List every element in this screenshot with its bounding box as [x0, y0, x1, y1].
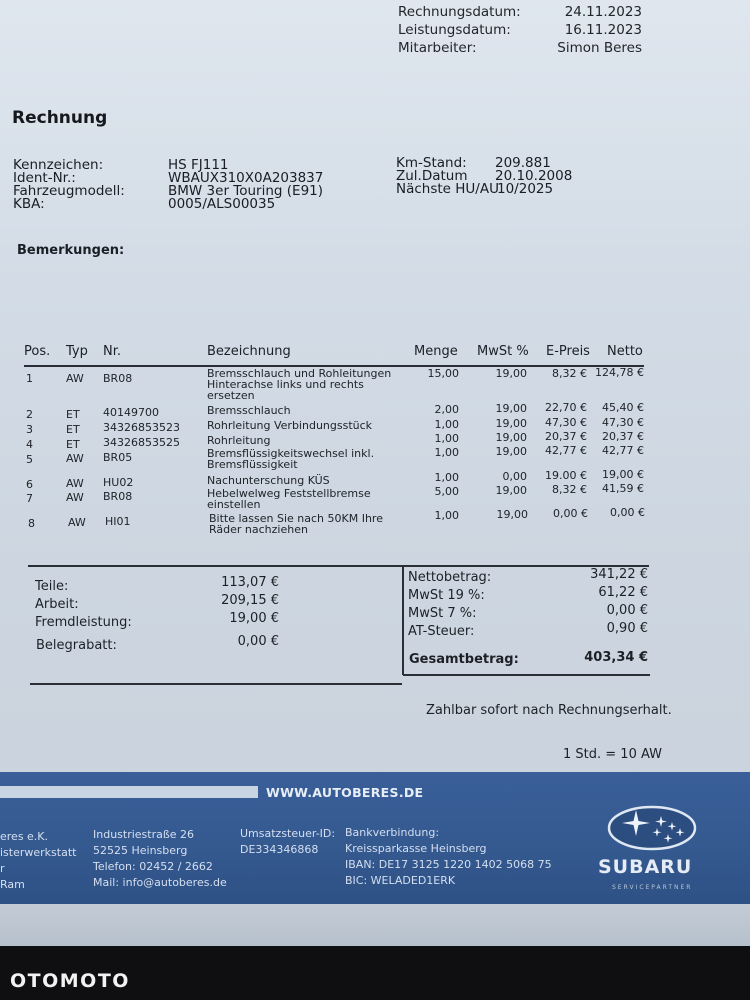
- col-typ: Typ: [66, 344, 88, 359]
- row-pos: 5: [26, 453, 33, 466]
- row-nr: 34326853523: [103, 421, 180, 434]
- row-mwst: 19,00: [495, 431, 527, 444]
- total-label: Gesamtbetrag:: [409, 652, 519, 667]
- row-typ: ET: [66, 408, 80, 421]
- next-inspection-value: 10/2025: [497, 181, 554, 197]
- brand-name: SUBARU: [598, 856, 693, 878]
- plate-label: Kennzeichen:: [13, 157, 104, 173]
- row-typ: AW: [68, 516, 86, 529]
- summary-top-line: [28, 565, 649, 567]
- vat7-value: 0,00 €: [606, 603, 648, 618]
- row-epreis: 0,00 €: [553, 507, 588, 520]
- row-pos: 2: [26, 408, 33, 421]
- row-desc: Rohrleitung: [207, 434, 271, 447]
- row-nr: 40149700: [103, 406, 159, 419]
- at-tax-value: 0,90 €: [606, 621, 648, 636]
- service-date-value: 16.11.2023: [564, 22, 642, 38]
- employee-value: Simon Beres: [557, 40, 642, 56]
- row-desc: Bremsflüssigkeit: [207, 458, 298, 471]
- row-nr: HU02: [103, 476, 134, 489]
- row-pos: 3: [26, 423, 33, 436]
- parts-value: 113,07 €: [221, 575, 279, 590]
- labor-value: 209,15 €: [221, 593, 279, 608]
- row-netto: 47,30 €: [602, 416, 644, 429]
- remarks-label: Bemerkungen:: [17, 243, 125, 258]
- watermark-logo: OTOMOTO: [10, 970, 130, 992]
- discount-label: Belegrabatt:: [36, 638, 117, 653]
- discount-value: 0,00 €: [237, 634, 279, 649]
- summary-divider: [402, 565, 404, 675]
- row-menge: 1,00: [434, 471, 459, 484]
- row-nr: 34326853525: [103, 436, 180, 449]
- col-epreis: E-Preis: [546, 344, 590, 359]
- brand-subtitle: SERVICEPARTNER: [612, 884, 693, 891]
- row-netto: 45,40 €: [602, 401, 644, 414]
- payment-terms: Zahlbar sofort nach Rechnungserhalt.: [426, 703, 672, 718]
- registration-date-label: Zul.Datum: [396, 168, 468, 184]
- city: 52525 Heinsberg: [93, 844, 188, 857]
- row-netto: 124,78 €: [595, 366, 644, 379]
- vat-id-label: Umsatzsteuer-ID:: [240, 827, 336, 840]
- company-line3: r: [0, 862, 5, 875]
- row-desc: Bremsschlauch: [207, 404, 291, 417]
- bic: BIC: WELADED1ERK: [345, 874, 456, 887]
- row-typ: AW: [66, 491, 84, 504]
- col-mwst: MwSt %: [477, 344, 529, 359]
- vat19-label: MwSt 19 %:: [408, 588, 485, 603]
- kba-label: KBA:: [13, 196, 45, 212]
- row-desc: Hinterachse links und rechts: [207, 378, 364, 391]
- col-bezeichnung: Bezeichnung: [207, 344, 291, 359]
- row-mwst: 19,00: [495, 367, 527, 380]
- vin-label: Ident-Nr.:: [13, 170, 76, 186]
- row-desc: Hebelwelweg Feststellbremse: [207, 487, 371, 500]
- row-menge: 5,00: [434, 485, 459, 498]
- model-value: BMW 3er Touring (E91): [168, 183, 324, 199]
- row-desc: Rohrleitung Verbindungsstück: [207, 419, 373, 432]
- row-menge: 2,00: [434, 403, 459, 416]
- invoice-date-label: Rechnungsdatum:: [398, 4, 521, 20]
- row-mwst: 19,00: [495, 484, 527, 497]
- row-typ: AW: [66, 477, 84, 490]
- row-desc: ersetzen: [207, 389, 255, 402]
- row-epreis: 47,30 €: [545, 416, 587, 429]
- row-nr: BR08: [103, 490, 133, 503]
- vin-value: WBAUX310X0A203837: [168, 170, 324, 186]
- paper-bottom-edge: [0, 904, 750, 946]
- row-mwst: 19,00: [495, 417, 527, 430]
- registration-date-value: 20.10.2008: [495, 168, 573, 184]
- model-label: Fahrzeugmodell:: [13, 183, 125, 199]
- labor-unit-note: 1 Std. = 10 AW: [563, 747, 663, 762]
- external-services-label: Fremdleistung:: [35, 615, 132, 630]
- row-netto: 19,00 €: [602, 468, 644, 481]
- labor-label: Arbeit:: [35, 597, 79, 612]
- row-epreis: 42,77 €: [545, 444, 587, 457]
- vat-id-value: DE334346868: [240, 843, 319, 856]
- kba-value: 0005/ALS00035: [168, 196, 276, 212]
- row-typ: AW: [66, 452, 84, 465]
- service-date-label: Leistungsdatum:: [398, 22, 511, 38]
- row-pos: 6: [26, 478, 33, 491]
- row-epreis: 8,32 €: [552, 367, 587, 380]
- company-owner: Ram: [0, 878, 25, 891]
- row-pos: 1: [26, 372, 33, 385]
- row-mwst: 0,00: [502, 470, 527, 483]
- row-menge: 1,00: [434, 509, 459, 522]
- net-amount-value: 341,22 €: [590, 567, 648, 582]
- row-nr: BR08: [103, 372, 133, 385]
- vat19-value: 61,22 €: [598, 585, 648, 600]
- row-desc: Bremsschlauch und Rohleitungen: [207, 367, 392, 380]
- iban: IBAN: DE17 3125 1220 1402 5068 75: [345, 858, 552, 871]
- row-nr: HI01: [105, 515, 131, 528]
- net-amount-label: Nettobetrag:: [408, 570, 492, 585]
- document-title: Rechnung: [12, 108, 108, 128]
- invoice-date-value: 24.11.2023: [564, 4, 642, 20]
- row-typ: ET: [66, 438, 80, 451]
- row-netto: 20,37 €: [602, 430, 644, 443]
- bank-name: Kreissparkasse Heinsberg: [345, 842, 487, 855]
- row-mwst: 19,00: [495, 445, 527, 458]
- next-inspection-label: Nächste HU/AU: [396, 181, 499, 197]
- row-mwst: 19,00: [496, 508, 528, 521]
- row-desc: einstellen: [207, 498, 261, 511]
- company-name: eres e.K.: [0, 830, 49, 843]
- row-epreis: 8,32 €: [552, 483, 587, 496]
- mileage-value: 209.881: [495, 155, 551, 171]
- row-epreis: 20,37 €: [545, 430, 587, 443]
- row-netto: 41,59 €: [602, 482, 644, 495]
- row-typ: ET: [66, 423, 80, 436]
- total-value: 403,34 €: [584, 650, 648, 665]
- row-menge: 1,00: [434, 446, 459, 459]
- street: Industriestraße 26: [93, 828, 195, 841]
- external-services-value: 19,00 €: [229, 611, 279, 626]
- footer-stripe: [0, 786, 258, 798]
- row-pos: 4: [26, 438, 33, 451]
- bank-label: Bankverbindung:: [345, 826, 440, 839]
- mileage-label: Km-Stand:: [396, 155, 467, 171]
- at-tax-label: AT-Steuer:: [408, 624, 475, 639]
- subaru-logo-icon: [606, 804, 698, 852]
- row-desc: Nachunterschung KÜS: [207, 474, 330, 487]
- row-desc: Räder nachziehen: [209, 523, 308, 536]
- summary-bottom-line-right: [403, 674, 650, 676]
- row-pos: 7: [26, 492, 33, 505]
- company-website[interactable]: WWW.AUTOBERES.DE: [266, 785, 424, 800]
- col-nr: Nr.: [103, 344, 122, 359]
- row-nr: BR05: [103, 451, 133, 464]
- email[interactable]: Mail: info@autoberes.de: [93, 876, 227, 889]
- row-desc: Bitte lassen Sie nach 50KM Ihre: [209, 512, 383, 525]
- vat7-label: MwSt 7 %:: [408, 606, 477, 621]
- row-epreis: 22,70 €: [545, 401, 587, 414]
- phone: Telefon: 02452 / 2662: [93, 860, 213, 873]
- row-menge: 1,00: [434, 418, 459, 431]
- row-typ: AW: [66, 372, 84, 385]
- row-netto: 0,00 €: [610, 506, 645, 519]
- row-desc: Bremsflüssigkeitswechsel inkl.: [207, 447, 375, 460]
- row-menge: 15,00: [427, 367, 459, 380]
- plate-value: HS FJ111: [168, 157, 229, 173]
- employee-label: Mitarbeiter:: [398, 40, 477, 56]
- row-epreis: 19.00 €: [545, 469, 587, 482]
- parts-label: Teile:: [35, 579, 69, 594]
- company-type: isterwerkstatt: [0, 846, 77, 859]
- col-pos: Pos.: [24, 344, 51, 359]
- row-netto: 42,77 €: [602, 444, 644, 457]
- row-mwst: 19,00: [495, 402, 527, 415]
- row-pos: 8: [28, 517, 35, 530]
- row-menge: 1,00: [434, 432, 459, 445]
- summary-bottom-line-left: [30, 683, 402, 685]
- col-netto: Netto: [607, 344, 643, 359]
- col-menge: Menge: [414, 344, 458, 359]
